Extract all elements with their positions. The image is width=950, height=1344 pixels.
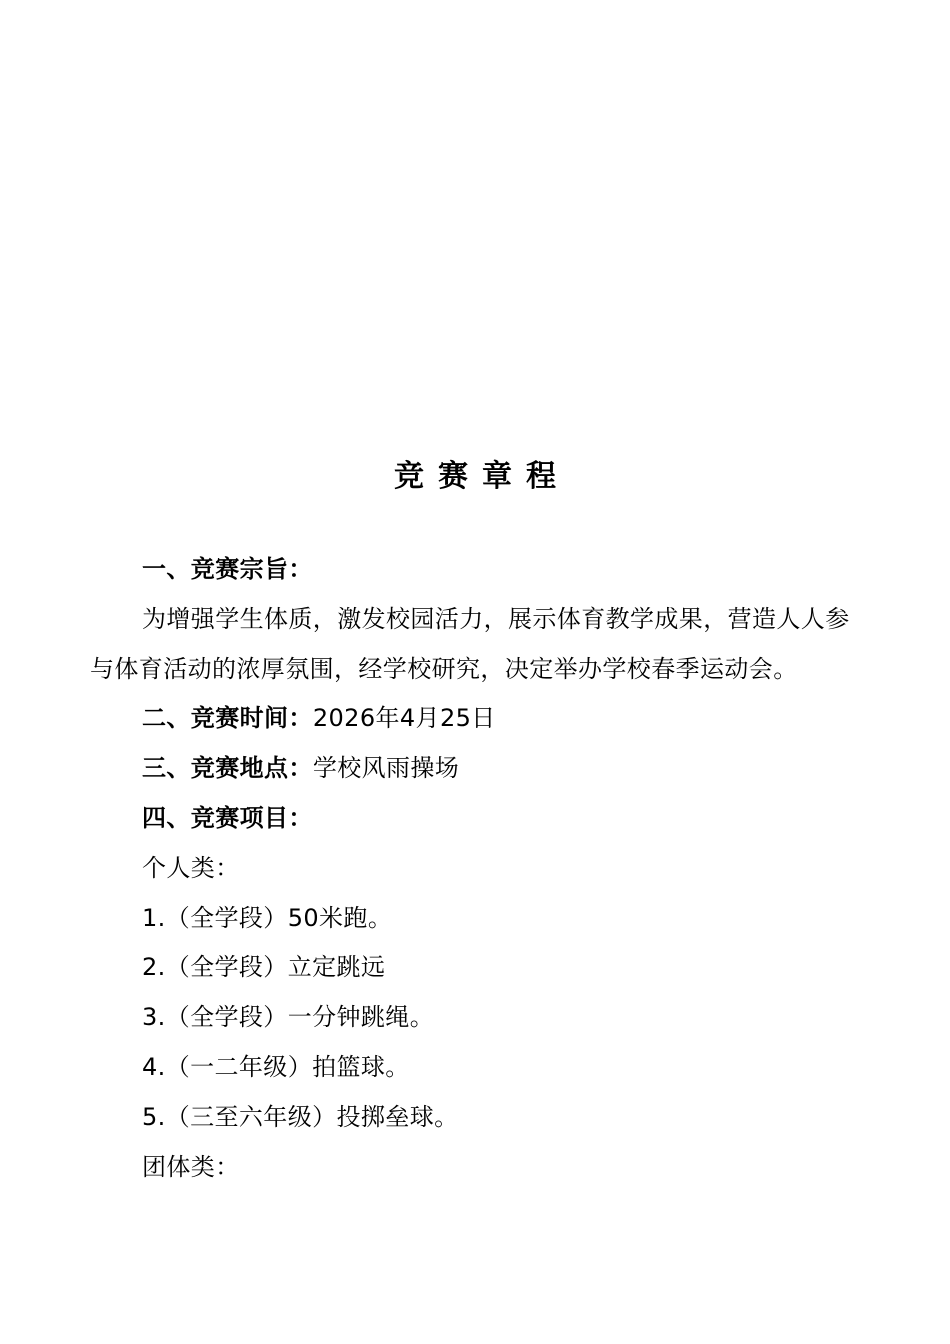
section-location-value: 学校风雨操场 [312, 754, 460, 783]
event-item: 1.（全学段）50米跑。 [142, 903, 393, 932]
section-purpose-text: 为增强学生体质，激发校园活力，展示体育教学成果，营造人人参与体育活动的浓厚氛围，经学校研究，决定举办学校春季运动会。 [90, 604, 850, 683]
document-title: 竞赛章程 [394, 459, 570, 494]
section-time [90, 694, 865, 744]
section-time-heading: 二、竞赛时间： [142, 704, 313, 733]
event-item: 4.（一二年级）拍篮球。 [142, 1052, 410, 1081]
document-body [90, 545, 865, 1192]
event-item: 5.（三至六年级）投掷垒球。 [142, 1102, 459, 1131]
section-events-heading: 四、竞赛项目： [142, 803, 313, 832]
section-location-heading: 三、竞赛地点： [142, 754, 313, 783]
event-item: 3.（全学段）一分钟跳绳。 [142, 1003, 435, 1032]
section-location [90, 744, 865, 794]
section-time-value: 2026年4月25日 [312, 704, 496, 733]
event-item: 2.（全学段）立定跳远 [142, 953, 386, 982]
team-category-label: 团体类： [142, 1152, 240, 1181]
individual-category-label: 个人类： [142, 853, 240, 882]
section-purpose-heading: 一、竞赛宗旨： [142, 555, 313, 583]
